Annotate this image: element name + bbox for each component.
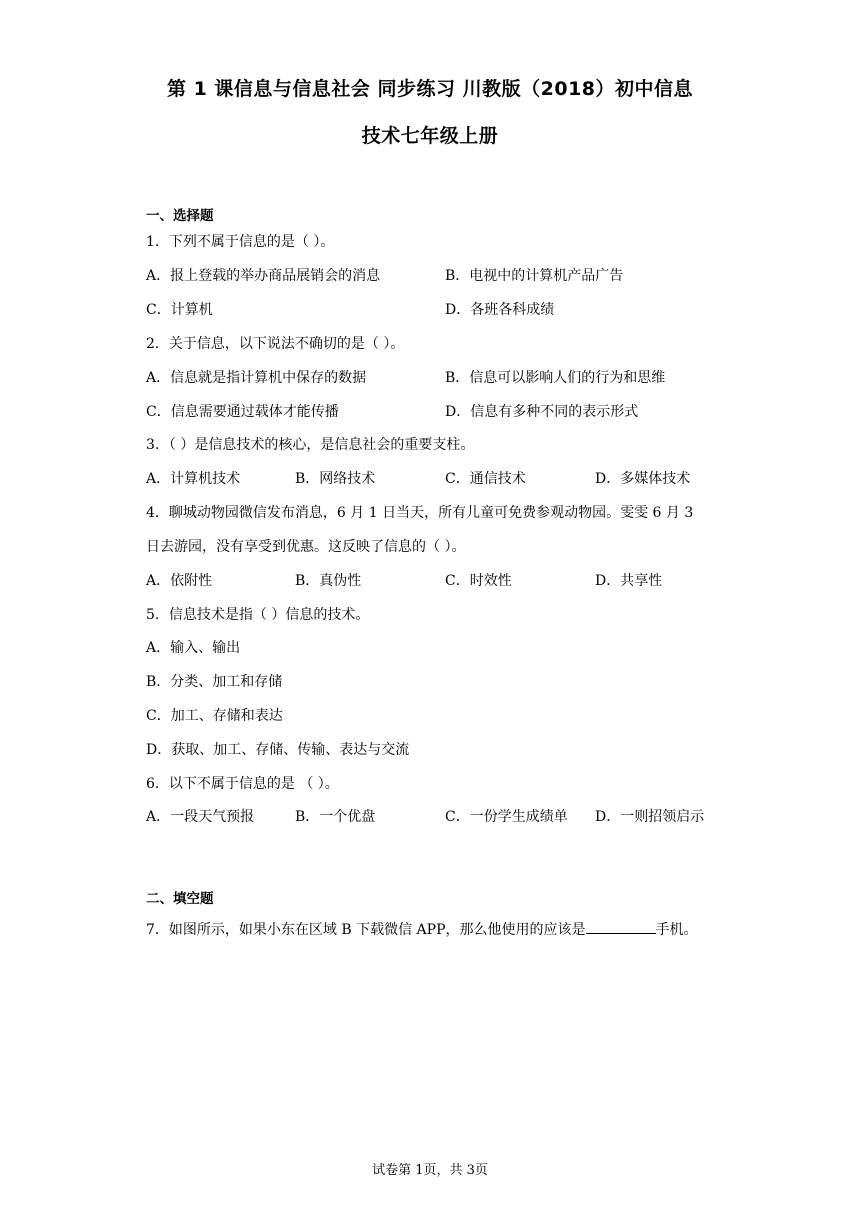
question-6-stem: 6．以下不属于信息的是 （ ）。 — [146, 776, 339, 792]
question-1-option-a: A．报上登载的举办商品展销会的消息 — [146, 268, 381, 284]
question-5-option-d: D．获取、加工、存储、传输、表达与交流 — [146, 742, 410, 758]
question-4-option-d: D．共享性 — [595, 573, 663, 589]
question-5-option-b: B．分类、加工和存储 — [146, 674, 283, 690]
section-heading-fill-in: 二、填空题 — [146, 891, 214, 907]
question-1-option-c: C．计算机 — [146, 302, 213, 318]
question-3-option-d: D．多媒体技术 — [595, 471, 691, 487]
question-4-option-b: B．真伪性 — [295, 573, 362, 589]
question-2-option-d: D．信息有多种不同的表示形式 — [445, 404, 639, 420]
question-5-option-c: C．加工、存储和表达 — [146, 708, 283, 724]
question-5-option-a: A．输入、输出 — [146, 640, 241, 656]
question-7-text-after: 手机。 — [655, 922, 698, 938]
question-2-option-a: A．信息就是指计算机中保存的数据 — [146, 370, 367, 386]
answer-blank — [586, 921, 656, 934]
question-2-option-b: B．信息可以影响人们的行为和思维 — [445, 370, 666, 386]
question-6-option-a: A．一段天气预报 — [146, 809, 255, 825]
section-heading-choice: 一、选择题 — [146, 208, 214, 224]
question-1-option-d: D．各班各科成绩 — [445, 302, 555, 318]
question-3-option-c: C．通信技术 — [445, 471, 526, 487]
question-4-option-c: C．时效性 — [445, 573, 512, 589]
question-6-option-c: C．一份学生成绩单 — [445, 809, 568, 825]
question-7-stem — [146, 919, 698, 939]
question-4-option-a: A．依附性 — [146, 573, 213, 589]
question-2-option-c: C．信息需要通过载体才能传播 — [146, 404, 339, 420]
question-6-option-d: D．一则招领启示 — [595, 809, 705, 825]
question-6-option-b: B．一个优盘 — [295, 809, 376, 825]
document-title-line2: 技术七年级上册 — [361, 125, 499, 147]
question-2-stem: 2．关于信息，以下说法不确切的是（ ）。 — [146, 336, 405, 352]
question-4-stem-line1: 4．聊城动物园微信发布消息，6 月 1 日当天，所有儿童可免费参观动物园。雯雯 6 月 3 — [146, 505, 694, 521]
question-3-option-b: B．网络技术 — [295, 471, 376, 487]
question-4-stem-line2: 日去游园，没有享受到优惠。这反映了信息的（ ）。 — [146, 539, 466, 555]
question-5-stem: 5．信息技术是指（ ）信息的技术。 — [146, 607, 370, 623]
document-title-line1: 第 1 课信息与信息社会 同步练习 川教版（2018）初中信息 — [166, 78, 694, 100]
question-7-text-before: 7．如图所示，如果小东在区域 B 下载微信 APP，那么他使用的应该是 — [146, 922, 586, 938]
question-1-option-b: B．电视中的计算机产品广告 — [445, 268, 624, 284]
question-3-option-a: A．计算机技术 — [146, 471, 241, 487]
question-3-stem: 3．（ ）是信息技术的核心，是信息社会的重要支柱。 — [146, 437, 475, 453]
question-1-stem: 1．下列不属于信息的是（ ）。 — [146, 234, 335, 250]
page-footer: 试卷第 1页，共 3页 — [372, 1163, 488, 1178]
